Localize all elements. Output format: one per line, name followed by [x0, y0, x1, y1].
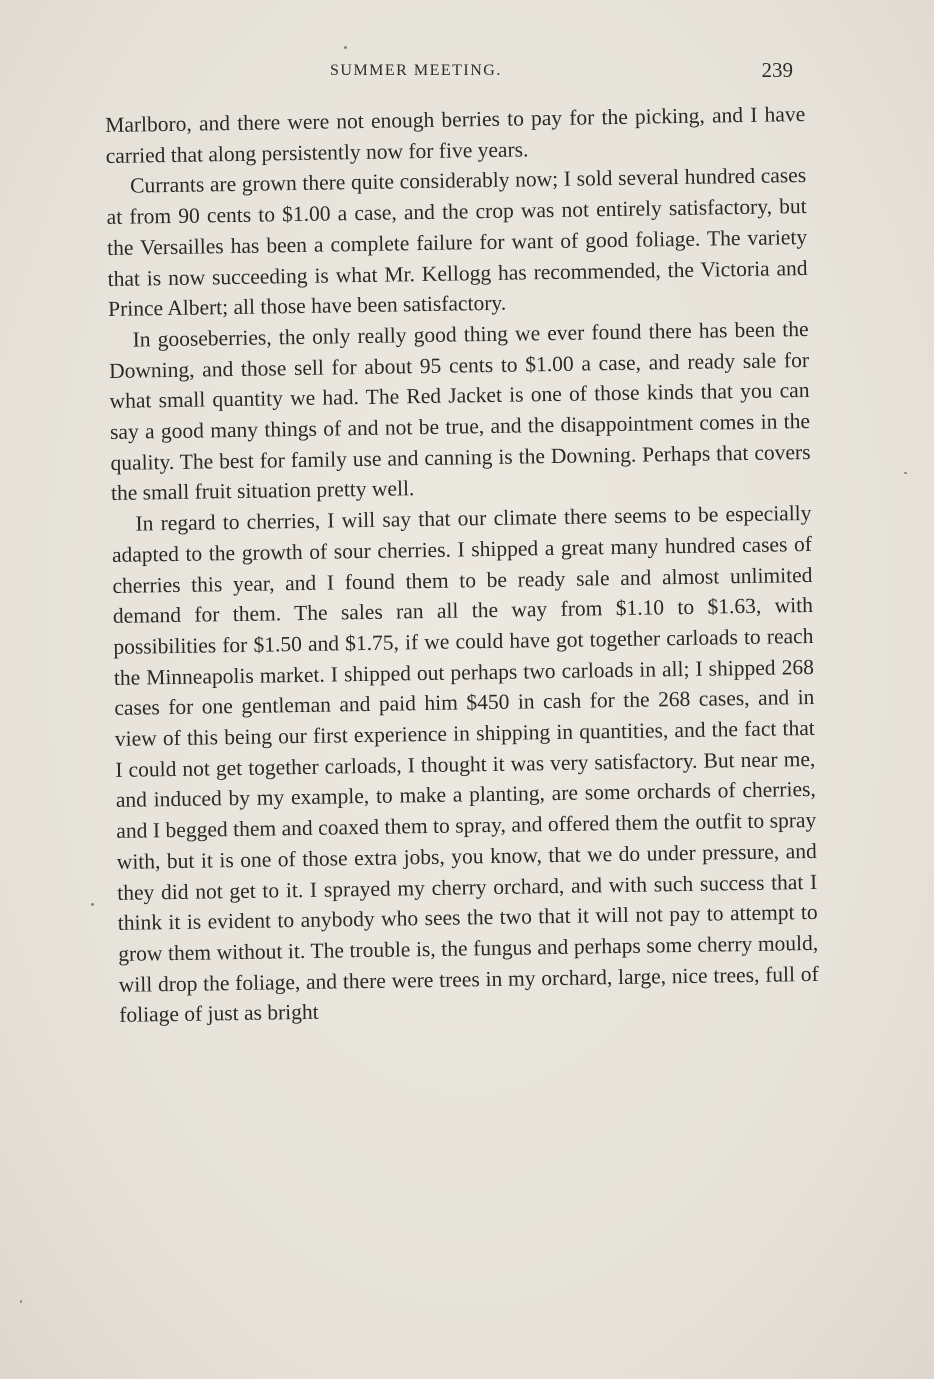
paper-speck	[904, 472, 907, 474]
paragraph-cherries: In regard to cherries, I will say that our climate there seems to be especially adapted to the growth of sour cherries. I shipped a great many hundred cases of cherries this year, and I found them to be ready sale and almost unlimited demand for them. The sales ran all the way from $1.10 to $1.63, with possibilities for $1.50 and $1.75, if we could have got together carloads to reach the Minneapolis market. I shipped out perhaps two carloads in all; I shipped 268 cases for one gentleman and paid him $450 in cash for the 268 cases, and in view of this being our first experience in shipping in quantities, and the fact that I could not get together carloads, I thought it was very satisfactory. But near me, and induced by my example, to make a planting, are some orchards of cherries, and I begged them and coaxed them to spray, and offered them the outfit to spray with, but it is one of those extra jobs, you know, that we do under pressure, and they did not get to it. I sprayed my cherry orchard, and with such success that I think it is evident to anybody who sees the two that it will not pay to attempt to grow them without it. The trouble is, the fungus and perhaps some cherry mould, will drop the foliage, and there were trees in my orchard, large, nice trees, full of foliage of just as bright	[111, 501, 819, 1028]
paper-speck	[91, 903, 94, 906]
paragraph-currants: Currants are grown there quite considerably now; I sold several hundred cases at from 90 cents to $1.00 a case, and the crop was not entirely satisfactory, but the Versailles has been a complete failure for want of good foliage. The variety that is now succeeding is what Mr. Kellogg has recommended, the Victoria and Prince Albert; all those have been satisfactory.	[106, 163, 808, 322]
page-number: 239	[761, 58, 793, 82]
paper-speck	[344, 46, 347, 49]
running-head: SUMMER MEETING.	[330, 62, 502, 79]
paragraph-gooseberries: In gooseberries, the only really good thing we ever found there has been the Downing, and those sell for about 95 cents to $1.00 a case, and ready sale for what small quantity we had. The Red Jacket is one of those kinds that you can say a good many things of and not be true, and the disappointment comes in the quality. The best for family use and canning is the Downing. Perhaps that covers the small fruit situation pretty well.	[108, 316, 811, 506]
paragraph-continuation: Marlboro, and there were not enough berries to pay for the picking, and I have carried that along persistently now for five years.	[105, 102, 806, 168]
page-header	[105, 58, 795, 88]
body-text	[105, 99, 819, 1031]
paper-speck	[20, 1300, 22, 1303]
